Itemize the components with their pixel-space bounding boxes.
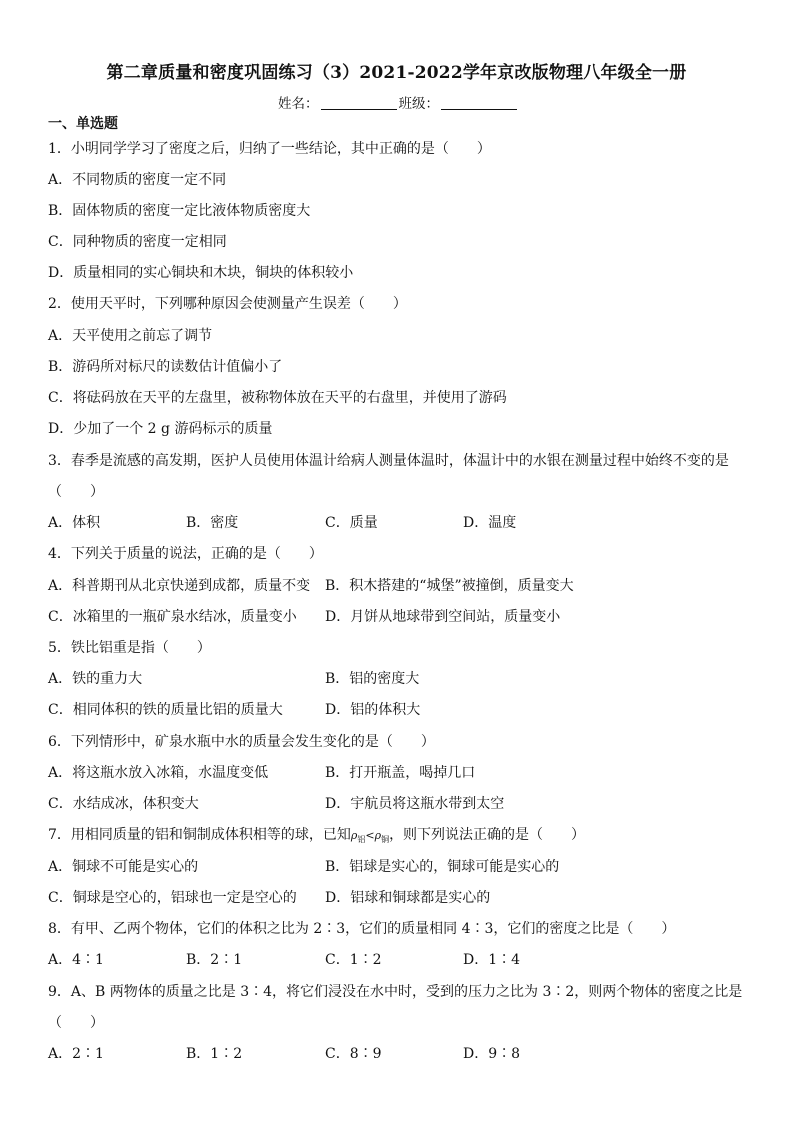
question-4-options-row2	[48, 606, 748, 626]
rho-subscript-copper: 铜	[381, 835, 390, 844]
question-3-option-a: A．体积	[48, 515, 101, 531]
question-5-option-a: A．铁的重力大	[48, 671, 143, 687]
question-6-option-a: A．将这瓶水放入冰箱，水温度变低	[48, 765, 269, 781]
question-1-stem: 1．小明同学学习了密度之后，归纳了一些结论，其中正确的是（ ）	[48, 141, 491, 157]
question-6-option-c: C．水结成冰，体积变大	[48, 796, 199, 812]
question-9-options	[48, 1043, 748, 1063]
question-7-option-c: C．铜球是空心的，铝球也一定是空心的	[48, 890, 297, 906]
question-2-stem: 2．使用天平时，下列哪种原因会使测量产生误差（ ）	[48, 296, 407, 312]
question-2-option-c: C．将砝码放在天平的左盘里，被称物体放在天平的右盘里，并使用了游码	[48, 390, 507, 406]
question-8-options	[48, 949, 748, 969]
question-6-option-d: D．宇航员将这瓶水带到太空	[325, 796, 505, 812]
question-7-options-row2	[48, 887, 748, 907]
question-6-options-row2	[48, 793, 748, 813]
question-3-options	[48, 512, 748, 532]
question-7-stem	[48, 824, 585, 845]
question-7-stem-post: ，则下列说法正确的是（ ）	[389, 827, 586, 843]
question-5-option-c: C．相同体积的铁的质量比铝的质量大	[48, 702, 283, 718]
question-5-options-row1	[48, 668, 748, 688]
question-7-option-b: B．铝球是实心的，铜球可能是实心的	[325, 859, 560, 875]
question-6-stem: 6．下列情形中，矿泉水瓶中水的质量会发生变化的是（ ）	[48, 734, 435, 750]
question-9-option-b: B．1∶2	[186, 1046, 243, 1062]
question-8-option-b: B．2∶1	[186, 952, 243, 968]
question-9-option-a: A．2∶1	[48, 1046, 104, 1062]
question-1-option-a: A．不同物质的密度一定不同	[48, 172, 227, 188]
question-4-stem: 4．下列关于质量的说法，正确的是（ ）	[48, 546, 323, 562]
less-than-symbol: <	[365, 829, 375, 842]
question-3-stem-cont: （ ）	[48, 484, 104, 500]
question-9-option-d: D．9∶8	[463, 1046, 521, 1062]
question-6-options-row1	[48, 762, 748, 782]
section-heading: 一、单选题	[48, 116, 118, 132]
question-1-option-c: C．同种物质的密度一定相同	[48, 234, 227, 250]
question-4-option-c: C．冰箱里的一瓶矿泉水结冰，质量变小	[48, 609, 297, 625]
rho-subscript-aluminum: 铝	[357, 835, 366, 844]
question-9-stem-cont: （ ）	[48, 1015, 104, 1031]
question-7-options-row1	[48, 856, 748, 876]
question-2-option-a: A．天平使用之前忘了调节	[48, 328, 213, 344]
question-5-options-row2	[48, 699, 748, 719]
rho-symbol: ρ	[350, 829, 358, 842]
question-3-option-c: C．质量	[325, 515, 378, 531]
question-8-option-a: A．4∶1	[48, 952, 104, 968]
question-4-option-a: A．科普期刊从北京快递到成都，质量不变	[48, 578, 311, 594]
question-8-stem: 8．有甲、乙两个物体，它们的体积之比为 2∶3，它们的质量相同 4∶3，它们的密度之比是（ ）	[48, 921, 676, 937]
question-9-stem: 9．A、B 两物体的质量之比是 3∶4，将它们浸没在水中时，受到的压力之比为 3∶2，则两个物体的密度之比是	[48, 984, 743, 1000]
question-5-option-b: B．铝的密度大	[325, 671, 420, 687]
question-1-option-b: B．固体物质的密度一定比液体物质密度大	[48, 203, 311, 219]
question-4-options-row1	[48, 575, 748, 595]
name-blank[interactable]	[321, 95, 397, 110]
question-5-option-d: D．铝的体积大	[325, 702, 421, 718]
student-info-line	[278, 92, 519, 112]
question-3-stem: 3．春季是流感的高发期，医护人员使用体温计给病人测量体温时，体温计中的水银在测量过程中始终不变的是	[48, 453, 729, 469]
question-3-option-b: B．密度	[186, 515, 239, 531]
question-8-option-d: D．1∶4	[463, 952, 521, 968]
question-8-option-c: C．1∶2	[325, 952, 382, 968]
name-label: 姓名：	[278, 96, 319, 112]
question-2-option-b: B．游码所对标尺的读数估计值偏小了	[48, 359, 283, 375]
question-7-stem-pre: 7．用相同质量的铝和铜制成体积相等的球，已知	[48, 827, 351, 843]
class-blank[interactable]	[441, 95, 517, 110]
question-7-option-d: D．铝球和铜球都是实心的	[325, 890, 491, 906]
question-4-option-d: D．月饼从地球带到空间站，质量变小	[325, 609, 561, 625]
question-3-option-d: D．温度	[463, 515, 517, 531]
question-7-option-a: A．铜球不可能是实心的	[48, 859, 199, 875]
document-title: 第二章质量和密度巩固练习（3）2021-2022学年京改版物理八年级全一册	[106, 63, 687, 83]
rho-symbol: ρ	[374, 829, 382, 842]
question-5-stem: 5．铁比铝重是指（ ）	[48, 640, 211, 656]
question-9-option-c: C．8∶9	[325, 1046, 382, 1062]
question-6-option-b: B．打开瓶盖，喝掉几口	[325, 765, 476, 781]
question-2-option-d: D．少加了一个 2 g 游码标示的质量	[48, 421, 273, 437]
question-4-option-b: B．积木搭建的“城堡”被撞倒，质量变大	[325, 578, 574, 594]
question-1-option-d: D．质量相同的实心铜块和木块，铜块的体积较小	[48, 265, 354, 281]
class-label: 班级：	[398, 96, 439, 112]
